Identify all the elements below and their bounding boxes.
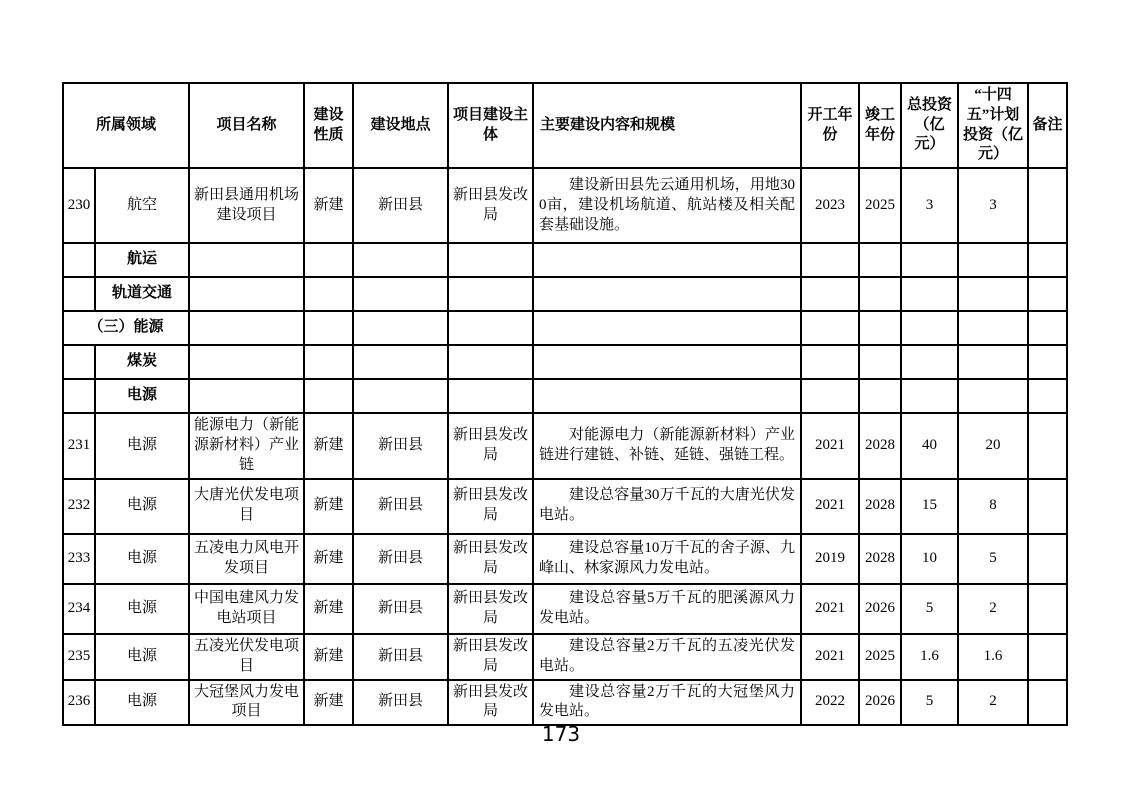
cell-nature: 新建 bbox=[304, 680, 353, 726]
header-builder: 项目建设主体 bbox=[448, 83, 533, 168]
table-row-234 bbox=[63, 584, 1067, 634]
cell-row-number: 234 bbox=[63, 584, 95, 634]
projects-table bbox=[62, 82, 1068, 726]
cell-start-year bbox=[801, 345, 859, 379]
cell-project-name bbox=[189, 243, 304, 277]
cell-builder: 新田县发改局 bbox=[448, 168, 533, 243]
cell-builder bbox=[448, 379, 533, 413]
cell-builder: 新田县发改局 bbox=[448, 680, 533, 726]
cell-end-year: 2026 bbox=[859, 680, 901, 726]
cell-total-investment: 1.6 bbox=[901, 634, 958, 680]
cell-end-year: 2028 bbox=[859, 534, 901, 584]
cell-end-year bbox=[859, 311, 901, 345]
cell-content: 建设总容量10万千瓦的舍子源、九峰山、林家源风力发电站。 bbox=[533, 534, 801, 584]
cell-end-year: 2026 bbox=[859, 584, 901, 634]
cell-row-number: 235 bbox=[63, 634, 95, 680]
header-project-name: 项目名称 bbox=[189, 83, 304, 168]
cell-project-name: 五凌光伏发电项目 bbox=[189, 634, 304, 680]
cell-end-year: 2028 bbox=[859, 413, 901, 478]
cell-location bbox=[353, 243, 448, 277]
table-header-row bbox=[63, 83, 1067, 168]
cell-builder: 新田县发改局 bbox=[448, 479, 533, 534]
cell-start-year: 2021 bbox=[801, 413, 859, 478]
header-remark: 备注 bbox=[1028, 83, 1067, 168]
cell-builder bbox=[448, 345, 533, 379]
cell-start-year: 2021 bbox=[801, 634, 859, 680]
cell-start-year: 2023 bbox=[801, 168, 859, 243]
cell-plan-investment: 1.6 bbox=[958, 634, 1028, 680]
cell-builder: 新田县发改局 bbox=[448, 584, 533, 634]
cell-section-label: 电源 bbox=[95, 379, 189, 413]
cell-builder: 新田县发改局 bbox=[448, 534, 533, 584]
cell-row-number: 231 bbox=[63, 413, 95, 478]
cell-remark bbox=[1028, 534, 1067, 584]
cell-start-year bbox=[801, 243, 859, 277]
cell-row-number: 233 bbox=[63, 534, 95, 584]
cell-row-number: 232 bbox=[63, 479, 95, 534]
cell-end-year bbox=[859, 277, 901, 311]
cell-start-year bbox=[801, 379, 859, 413]
cell-start-year bbox=[801, 277, 859, 311]
cell-location: 新田县 bbox=[353, 534, 448, 584]
cell-nature bbox=[304, 277, 353, 311]
cell-total-investment: 5 bbox=[901, 584, 958, 634]
cell-domain: 电源 bbox=[95, 479, 189, 534]
cell-remark bbox=[1028, 413, 1067, 478]
table-row-232 bbox=[63, 479, 1067, 534]
header-location: 建设地点 bbox=[353, 83, 448, 168]
table-row-233 bbox=[63, 534, 1067, 584]
cell-nature bbox=[304, 345, 353, 379]
cell-nature bbox=[304, 243, 353, 277]
cell-start-year: 2021 bbox=[801, 584, 859, 634]
cell-builder bbox=[448, 243, 533, 277]
cell-project-name bbox=[189, 345, 304, 379]
cell-start-year: 2019 bbox=[801, 534, 859, 584]
cell-nature: 新建 bbox=[304, 634, 353, 680]
cell-plan-investment bbox=[958, 243, 1028, 277]
cell-location: 新田县 bbox=[353, 479, 448, 534]
header-start-year: 开工年份 bbox=[801, 83, 859, 168]
cell-remark bbox=[1028, 243, 1067, 277]
cell-total-investment: 5 bbox=[901, 680, 958, 726]
cell-end-year bbox=[859, 243, 901, 277]
cell-remark bbox=[1028, 379, 1067, 413]
cell-nature bbox=[304, 379, 353, 413]
cell-domain: 电源 bbox=[95, 584, 189, 634]
cell-plan-investment bbox=[958, 311, 1028, 345]
table-row-231 bbox=[63, 413, 1067, 478]
cell-section-label: 轨道交通 bbox=[95, 277, 189, 311]
cell-total-investment: 15 bbox=[901, 479, 958, 534]
cell-remark bbox=[1028, 168, 1067, 243]
header-content: 主要建设内容和规模 bbox=[533, 83, 801, 168]
cell-content: 建设总容量2万千瓦的五凌光伏发电站。 bbox=[533, 634, 801, 680]
cell-end-year: 2025 bbox=[859, 168, 901, 243]
cell-domain: 电源 bbox=[95, 534, 189, 584]
cell-location bbox=[353, 345, 448, 379]
cell-content bbox=[533, 277, 801, 311]
cell-content: 建设总容量5万千瓦的肥溪源风力发电站。 bbox=[533, 584, 801, 634]
cell-row-number bbox=[63, 379, 95, 413]
cell-row-number bbox=[63, 345, 95, 379]
page-number: 173 bbox=[541, 722, 581, 746]
cell-project-name bbox=[189, 311, 304, 345]
cell-plan-investment: 20 bbox=[958, 413, 1028, 478]
cell-domain: 电源 bbox=[95, 413, 189, 478]
cell-remark bbox=[1028, 634, 1067, 680]
cell-remark bbox=[1028, 345, 1067, 379]
cell-total-investment bbox=[901, 277, 958, 311]
cell-domain: 电源 bbox=[95, 634, 189, 680]
cell-builder: 新田县发改局 bbox=[448, 413, 533, 478]
cell-content bbox=[533, 345, 801, 379]
table-row-section-hangyun bbox=[63, 243, 1067, 277]
cell-row-number bbox=[63, 243, 95, 277]
cell-remark bbox=[1028, 479, 1067, 534]
cell-nature: 新建 bbox=[304, 584, 353, 634]
cell-content: 建设总容量30万千瓦的大唐光伏发电站。 bbox=[533, 479, 801, 534]
cell-content: 对能源电力（新能源新材料）产业链进行建链、补链、延链、强链工程。 bbox=[533, 413, 801, 478]
header-nature: 建设性质 bbox=[304, 83, 353, 168]
cell-total-investment: 10 bbox=[901, 534, 958, 584]
cell-content bbox=[533, 379, 801, 413]
cell-plan-investment: 2 bbox=[958, 584, 1028, 634]
cell-project-name: 新田县通用机场建设项目 bbox=[189, 168, 304, 243]
cell-total-investment: 40 bbox=[901, 413, 958, 478]
cell-location: 新田县 bbox=[353, 413, 448, 478]
cell-location: 新田县 bbox=[353, 680, 448, 726]
cell-remark bbox=[1028, 277, 1067, 311]
cell-location: 新田县 bbox=[353, 168, 448, 243]
cell-location bbox=[353, 379, 448, 413]
cell-start-year: 2022 bbox=[801, 680, 859, 726]
cell-content bbox=[533, 311, 801, 345]
cell-nature: 新建 bbox=[304, 168, 353, 243]
cell-nature: 新建 bbox=[304, 413, 353, 478]
cell-location: 新田县 bbox=[353, 584, 448, 634]
cell-project-name: 大唐光伏发电项目 bbox=[189, 479, 304, 534]
cell-end-year: 2028 bbox=[859, 479, 901, 534]
cell-plan-investment: 8 bbox=[958, 479, 1028, 534]
cell-project-name bbox=[189, 277, 304, 311]
cell-builder bbox=[448, 277, 533, 311]
table-row-230 bbox=[63, 168, 1067, 243]
header-domain: 所属领域 bbox=[63, 83, 189, 168]
cell-start-year bbox=[801, 311, 859, 345]
cell-plan-investment: 5 bbox=[958, 534, 1028, 584]
cell-domain: 航空 bbox=[95, 168, 189, 243]
header-total-investment: 总投资（亿元） bbox=[901, 83, 958, 168]
header-end-year: 竣工年份 bbox=[859, 83, 901, 168]
cell-builder bbox=[448, 311, 533, 345]
cell-total-investment: 3 bbox=[901, 168, 958, 243]
cell-content bbox=[533, 243, 801, 277]
cell-location bbox=[353, 311, 448, 345]
cell-project-name: 能源电力（新能源新材料）产业链 bbox=[189, 413, 304, 478]
cell-total-investment bbox=[901, 243, 958, 277]
cell-section-label: 航运 bbox=[95, 243, 189, 277]
cell-total-investment bbox=[901, 379, 958, 413]
cell-project-name: 中国电建风力发电站项目 bbox=[189, 584, 304, 634]
cell-row-number: 230 bbox=[63, 168, 95, 243]
cell-plan-investment bbox=[958, 277, 1028, 311]
cell-nature bbox=[304, 311, 353, 345]
cell-project-name: 五凌电力风电开发项目 bbox=[189, 534, 304, 584]
cell-end-year: 2025 bbox=[859, 634, 901, 680]
table-row-section-guidaojiaotong bbox=[63, 277, 1067, 311]
cell-remark bbox=[1028, 584, 1067, 634]
cell-start-year: 2021 bbox=[801, 479, 859, 534]
cell-location bbox=[353, 277, 448, 311]
cell-project-name: 大冠堡风力发电项目 bbox=[189, 680, 304, 726]
cell-nature: 新建 bbox=[304, 534, 353, 584]
header-plan-investment: “十四五”计划投资（亿元） bbox=[958, 83, 1028, 168]
cell-end-year bbox=[859, 345, 901, 379]
cell-row-number bbox=[63, 277, 95, 311]
cell-section-label: 煤炭 bbox=[95, 345, 189, 379]
table-row-section-dianyuan bbox=[63, 379, 1067, 413]
cell-plan-investment: 3 bbox=[958, 168, 1028, 243]
cell-location: 新田县 bbox=[353, 634, 448, 680]
table-row-section-nengyuan bbox=[63, 311, 1067, 345]
cell-domain: 电源 bbox=[95, 680, 189, 726]
cell-content: 建设总容量2万千瓦的大冠堡风力发电站。 bbox=[533, 680, 801, 726]
cell-end-year bbox=[859, 379, 901, 413]
cell-nature: 新建 bbox=[304, 479, 353, 534]
cell-section-label: （三）能源 bbox=[63, 311, 189, 345]
table-row-236 bbox=[63, 680, 1067, 726]
cell-plan-investment: 2 bbox=[958, 680, 1028, 726]
cell-total-investment bbox=[901, 345, 958, 379]
table-row-235 bbox=[63, 634, 1067, 680]
cell-remark bbox=[1028, 311, 1067, 345]
cell-project-name bbox=[189, 379, 304, 413]
table-row-section-meitan bbox=[63, 345, 1067, 379]
cell-plan-investment bbox=[958, 379, 1028, 413]
cell-plan-investment bbox=[958, 345, 1028, 379]
cell-total-investment bbox=[901, 311, 958, 345]
cell-content: 建设新田县先云通用机场，用地300亩，建设机场航道、航站楼及相关配套基础设施。 bbox=[533, 168, 801, 243]
cell-remark bbox=[1028, 680, 1067, 726]
cell-builder: 新田县发改局 bbox=[448, 634, 533, 680]
cell-row-number: 236 bbox=[63, 680, 95, 726]
